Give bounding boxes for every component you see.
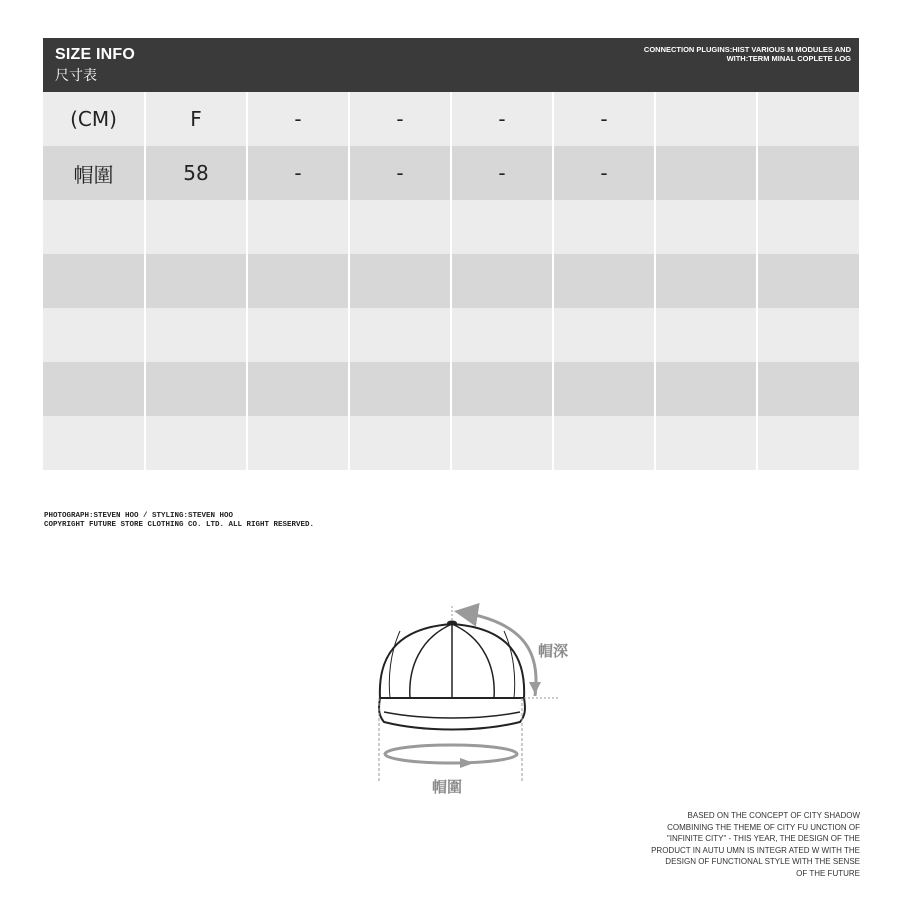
table-cell <box>247 416 349 470</box>
header-note-line: CONNECTION PLUGINS:HIST VARIOUS M MODULES AND <box>643 45 851 54</box>
table-cell <box>757 254 859 308</box>
credits-line: PHOTOGRAPH:STEVEN HOO / STYLING:STEVEN HOO <box>44 512 234 520</box>
depth-arrow-head <box>529 682 541 694</box>
table-cell <box>655 416 757 470</box>
header-title: SIZE INFO <box>55 46 136 63</box>
table-cell <box>145 200 247 254</box>
table-cell <box>451 362 553 416</box>
description-line: OF THE FUTURE <box>796 868 860 878</box>
table-cell <box>757 362 859 416</box>
description-text <box>560 810 860 879</box>
table-cell <box>655 362 757 416</box>
description-line: PRODUCT IN AUTU UMN IS INTEGR ATED W WITH THE <box>651 845 860 855</box>
table-cell <box>247 254 349 308</box>
table-cell: - <box>451 146 553 200</box>
header-note <box>551 46 851 63</box>
header-note-line: WITH:TERM MINAL COPLETE LOG <box>726 53 851 63</box>
table-cell <box>247 200 349 254</box>
table-cell: - <box>451 92 553 146</box>
table-cell: 帽圍 <box>43 146 145 200</box>
description-line: COMBINING THE THEME OF CITY FU UNCTION OF <box>667 822 860 832</box>
table-cell <box>757 200 859 254</box>
table-cell <box>145 416 247 470</box>
table-row <box>43 308 859 362</box>
copyright-line: COPYRIGHT FUTURE STORE CLOTHING CO. LTD. ALL RIGHT RESERVED. <box>44 520 315 529</box>
table-row <box>43 146 859 200</box>
table-cell <box>43 416 145 470</box>
table-cell <box>349 308 451 362</box>
depth-label: 帽深 <box>538 642 569 660</box>
table-row <box>43 200 859 254</box>
cap-illustration <box>360 598 580 803</box>
table-cell <box>247 308 349 362</box>
table-cell <box>655 92 757 146</box>
table-cell: 58 <box>145 146 247 200</box>
table-cell <box>553 254 655 308</box>
table-cell <box>553 200 655 254</box>
circumference-label: 帽圍 <box>432 778 463 796</box>
cap-button <box>447 621 457 626</box>
table-row <box>43 92 859 146</box>
table-cell: F <box>145 92 247 146</box>
table-cell: - <box>247 92 349 146</box>
table-cell <box>553 308 655 362</box>
table-cell <box>655 146 757 200</box>
table-cell: - <box>553 146 655 200</box>
table-cell <box>655 308 757 362</box>
circumference-arrow <box>385 745 517 763</box>
table-cell <box>43 308 145 362</box>
description-line: DESIGN OF FUNCTIONAL STYLE WITH THE SENSE <box>665 857 860 866</box>
table-cell <box>757 92 859 146</box>
table-row <box>43 254 859 308</box>
photo-credits <box>44 512 314 529</box>
table-row <box>43 362 859 416</box>
table-cell <box>145 362 247 416</box>
table-cell: - <box>349 92 451 146</box>
table-cell <box>757 146 859 200</box>
header-subtitle: 尺寸表 <box>55 68 97 84</box>
size-table <box>43 92 859 470</box>
table-cell <box>451 308 553 362</box>
table-cell <box>655 254 757 308</box>
table-cell <box>451 416 553 470</box>
table-cell: - <box>349 146 451 200</box>
table-row <box>43 416 859 470</box>
table-cell <box>553 362 655 416</box>
table-cell: (CM) <box>43 92 145 146</box>
table-cell <box>655 200 757 254</box>
table-cell <box>43 362 145 416</box>
table-cell <box>757 308 859 362</box>
table-cell <box>553 416 655 470</box>
table-cell <box>145 308 247 362</box>
table-cell: - <box>247 146 349 200</box>
table-cell <box>451 200 553 254</box>
table-cell <box>349 362 451 416</box>
table-cell <box>757 416 859 470</box>
table-cell <box>451 254 553 308</box>
cap-measurement-diagram <box>360 598 580 803</box>
table-cell <box>43 254 145 308</box>
table-cell <box>349 200 451 254</box>
cap-brim <box>379 698 525 730</box>
size-info-header <box>43 38 859 92</box>
table-cell <box>43 200 145 254</box>
table-cell <box>349 416 451 470</box>
table-cell <box>145 254 247 308</box>
circumference-arrow-head <box>460 758 474 768</box>
description-line: "INFINITE CITY" - THIS YEAR, THE DESIGN OF THE <box>666 834 860 843</box>
table-cell: - <box>553 92 655 146</box>
table-cell <box>247 362 349 416</box>
table-cell <box>349 254 451 308</box>
description-line: BASED ON THE CONCEPT OF CITY SHADOW <box>687 811 860 820</box>
